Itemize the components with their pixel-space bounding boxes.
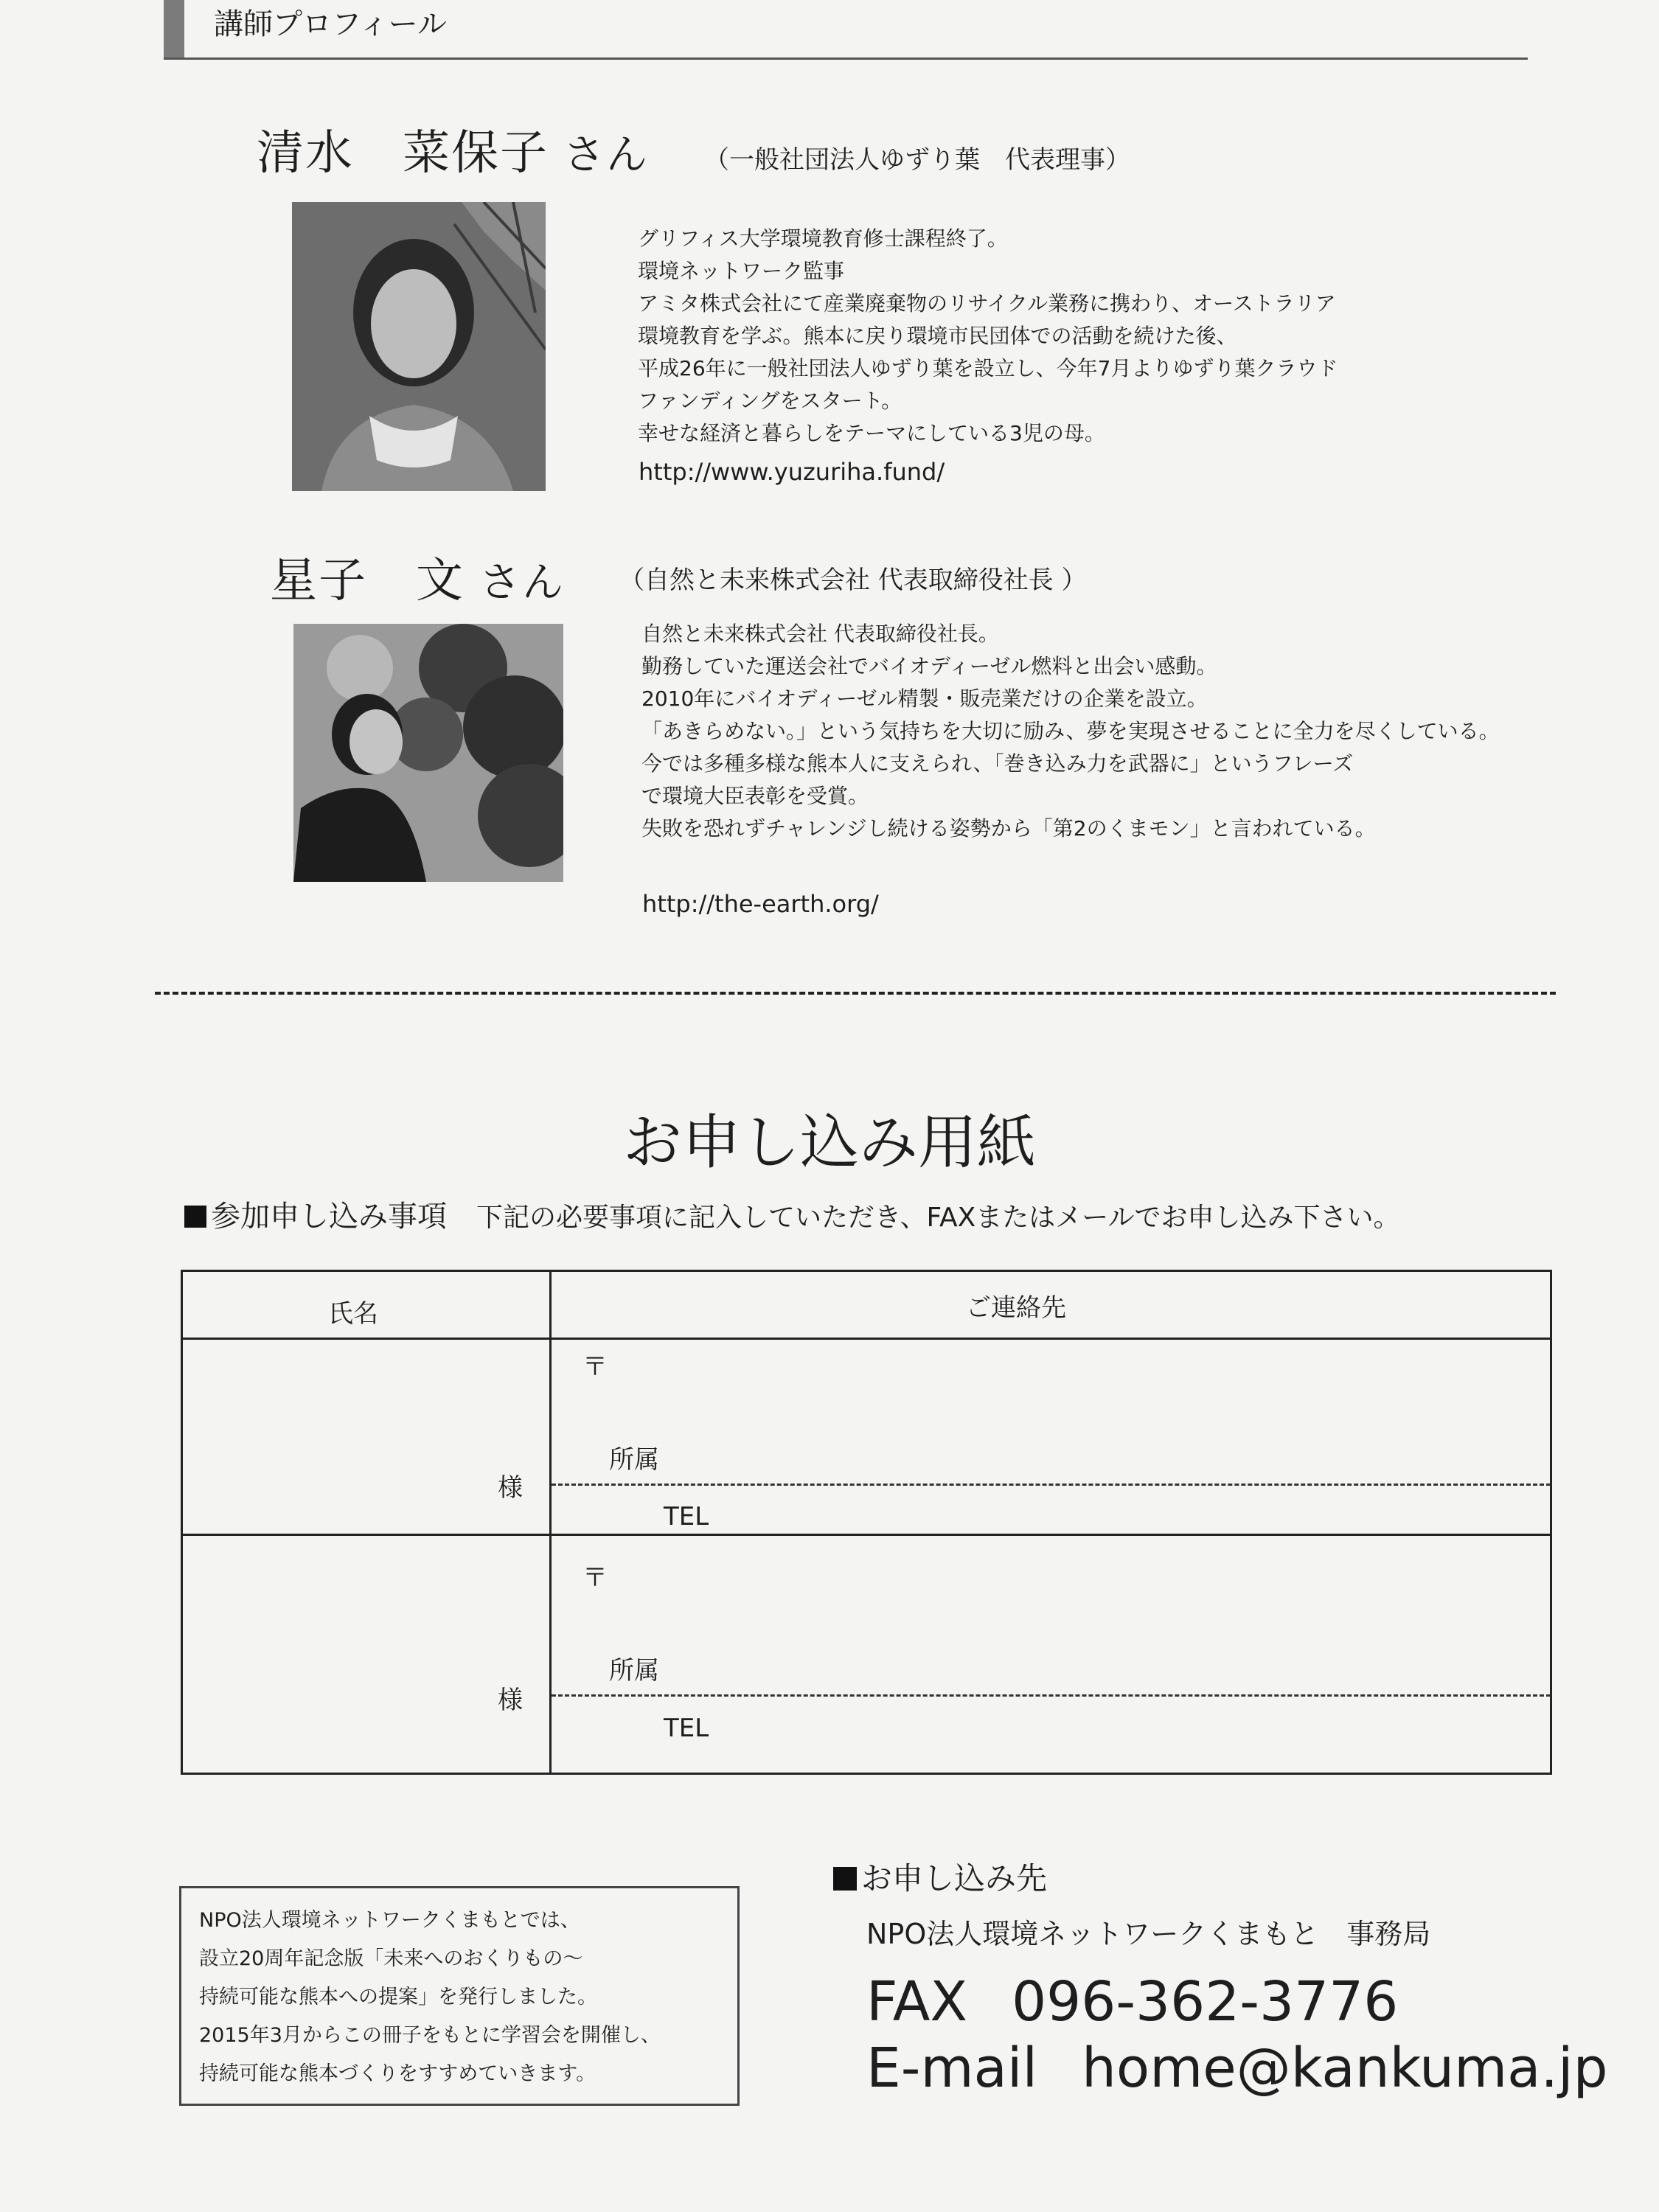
table-column-divider: [549, 1270, 552, 1775]
form-title: お申し込み用紙: [623, 1108, 1036, 1177]
note-line: 持続可能な熊本づくりをすすめていきます。: [199, 2062, 597, 2085]
profile-2-honorific: さん: [479, 559, 565, 607]
row-1-dashed-rule: [552, 1484, 1551, 1486]
contact-email: [866, 2035, 1608, 2101]
profile-2-affiliation: （自然と未来株式会社 代表取締役社長 ）: [619, 566, 1087, 595]
profile-1-honorific: さん: [563, 131, 649, 179]
row-2-affiliation-label[interactable]: 所属: [609, 1656, 659, 1686]
header-accent-block: [164, 0, 184, 58]
form-section-label: 参加申し込み事項: [211, 1200, 447, 1234]
profile-1-bio-line: 平成26年に一般社団法人ゆずり葉を設立し、今年7月よりゆずり葉クラウド: [638, 356, 1338, 380]
profile-2-name-line: [270, 552, 565, 613]
profile-2-bio-line: 今では多種多様な熊本人に支えられ、「巻き込み力を武器に」というフレーズ: [641, 751, 1354, 776]
column-header-contact: ご連絡先: [966, 1293, 1066, 1323]
column-header-name: 氏名: [328, 1299, 378, 1329]
row-1-name-field[interactable]: [183, 1340, 549, 1534]
profile-1-name: 清水 菜保子: [257, 126, 549, 181]
profile-2-bio-line: 失敗を恐れずチャレンジし続ける姿勢から「第2のくまモン」と言われている。: [641, 816, 1376, 841]
profile-2-photo: [293, 624, 563, 882]
profile-1-photo: [292, 202, 546, 491]
form-instruction: 下記の必要事項に記入していただき、FAXまたはメールでお申し込み下さい。: [476, 1203, 1400, 1233]
row-1-tel-label[interactable]: TEL: [664, 1502, 709, 1531]
profile-1-affiliation: （一般社団法人ゆずり葉 代表理事）: [704, 145, 1130, 175]
contact-heading-text: お申し込み先: [861, 1860, 1048, 1896]
section-title: 講師プロフィール: [214, 7, 447, 41]
profile-1-bio-line: グリフィス大学環境教育修士課程終了。: [638, 226, 1008, 251]
profile-2-bio-line: で環境大臣表彰を受賞。: [641, 784, 869, 808]
fax-label: FAX: [866, 1970, 968, 2034]
note-line: 設立20周年記念版「未来へのおくりもの～: [199, 1947, 583, 1970]
profile-1-bio-line: 幸せな経済と暮らしをテーマにしている3児の母。: [638, 421, 1105, 445]
form-subheading: [184, 1196, 1400, 1239]
profile-2-bio-line: 「あきらめない。」という気持ちを大切に励み、夢を実現させることに全力を尽くしている。: [641, 719, 1500, 743]
profile-1-bio-line: アミタ株式会社にて産業廃棄物のリサイクル業務に携わり、オーストラリア: [638, 291, 1336, 316]
row-2-tel-label[interactable]: TEL: [664, 1714, 709, 1743]
row-2-postal-label[interactable]: 〒: [582, 1563, 608, 1593]
contact-heading: [833, 1857, 1047, 1901]
profile-1-bio-line: ファンディングをスタート。: [638, 389, 902, 413]
profile-2-bio-line: 自然と未来株式会社 代表取締役社長。: [641, 622, 999, 646]
row-1-affiliation-label[interactable]: 所属: [609, 1445, 659, 1475]
profile-2-bio: [641, 618, 1500, 845]
profile-1-url[interactable]: http://www.yuzuriha.fund/: [639, 458, 945, 486]
square-bullet-icon: [184, 1206, 206, 1228]
row-2-suffix: 様: [498, 1686, 523, 1715]
row-2-name-field[interactable]: [183, 1536, 549, 1773]
square-bullet-icon: [833, 1867, 857, 1891]
row-1-suffix: 様: [498, 1473, 523, 1503]
contact-fax: [866, 1969, 1398, 2035]
email-label: E-mail: [866, 2037, 1038, 2100]
profile-1-name-line: [257, 124, 649, 185]
fax-number: 096-362-3776: [1012, 1970, 1399, 2034]
contact-organization: NPO法人環境ネットワークくまもと 事務局: [866, 1918, 1431, 1950]
email-address[interactable]: home@kankuma.jp: [1082, 2037, 1608, 2100]
profile-2-name: 星子 文: [270, 554, 465, 608]
profile-2-bio-line: 勤務していた運送会社でバイオディーゼル燃料と出会い感動。: [641, 654, 1217, 678]
row-1-postal-label[interactable]: 〒: [582, 1352, 608, 1382]
profile-1-bio-line: 環境教育を学ぶ。熊本に戻り環境市民団体での活動を続けた後、: [638, 324, 1237, 348]
row-2-dashed-rule: [552, 1694, 1551, 1697]
note-line: NPO法人環境ネットワークくまもとでは、: [199, 1909, 580, 1932]
note-line: 持続可能な熊本への提案」を発行しました。: [199, 1986, 597, 2008]
profile-1-bio-line: 環境ネットワーク監事: [638, 259, 845, 283]
cut-line: [155, 992, 1556, 995]
note-line: 2015年3月からこの冊子をもとに学習会を開催し、: [199, 2024, 661, 2047]
profile-2-bio-line: 2010年にバイオディーゼル精製・販売業だけの企業を設立。: [641, 686, 1208, 711]
profile-2-url[interactable]: http://the-earth.org/: [642, 890, 879, 918]
profile-1-bio: [638, 223, 1338, 450]
publication-note: [179, 1886, 740, 2106]
